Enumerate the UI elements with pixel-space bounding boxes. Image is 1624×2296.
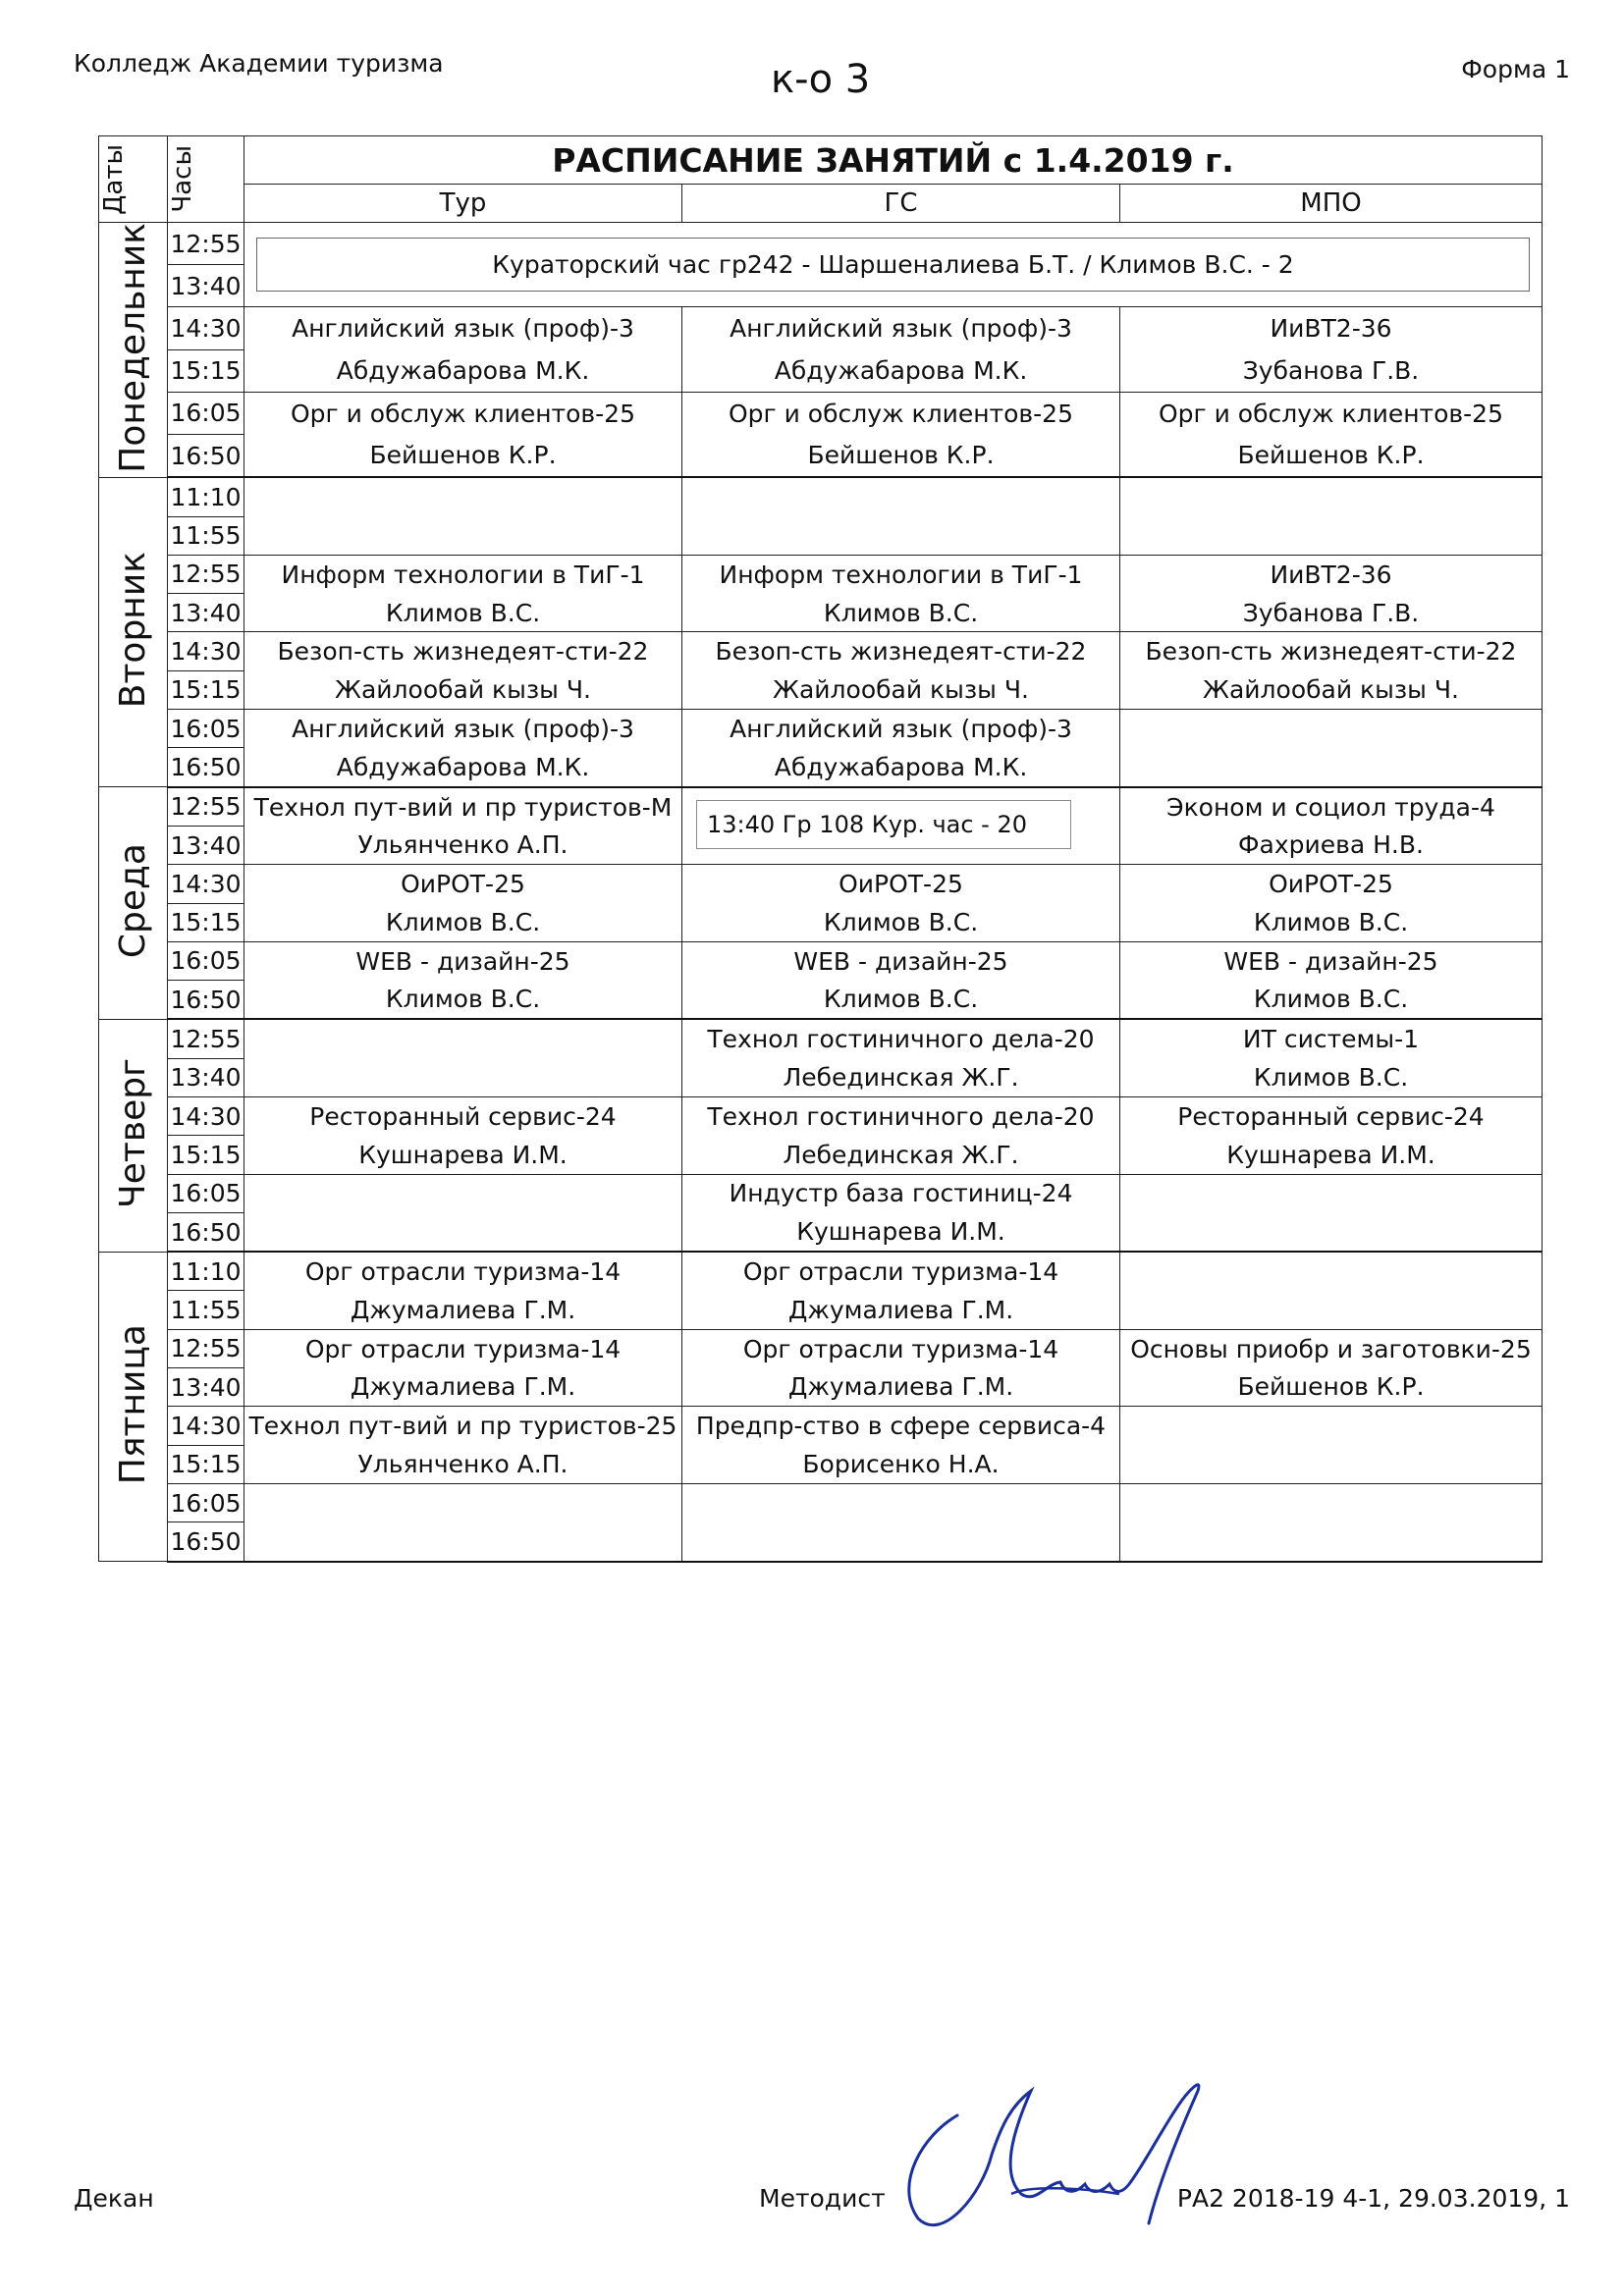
lesson-teacher: Климов В.С. — [1120, 903, 1543, 941]
lesson-subject: WEB - дизайн-25 — [682, 941, 1120, 980]
lesson-teacher: Климов В.С. — [244, 903, 682, 941]
lesson-subject: ИиВТ2-36 — [1120, 307, 1543, 349]
time-slot: 15:15 — [168, 903, 244, 941]
lesson-subject: Ресторанный сервис-24 — [1120, 1096, 1543, 1135]
lesson-subject: Орг отрасли туризма-14 — [244, 1329, 682, 1367]
lesson-teacher: Кушнарева И.М. — [244, 1136, 682, 1174]
time-slot: 16:05 — [168, 1174, 244, 1212]
lesson-subject: Технол пут-вий и пр туристов-М — [244, 787, 682, 827]
time-slot: 15:15 — [168, 670, 244, 709]
lesson-teacher: Климов В.С. — [1120, 1058, 1543, 1096]
time-slot: 12:55 — [168, 223, 244, 265]
day-label: Вторник — [99, 477, 168, 786]
time-slot: 16:05 — [168, 392, 244, 434]
lesson-teacher: Жайлообай кызы Ч. — [1120, 670, 1543, 709]
time-slot: 16:50 — [168, 748, 244, 787]
lesson-teacher — [244, 1058, 682, 1096]
lesson-subject — [244, 1483, 682, 1522]
lesson-subject — [1120, 477, 1543, 516]
curator-hour-note: Кураторский час гр242 - Шаршеналиева Б.Т. / Климов В.С. - 2 — [256, 238, 1530, 292]
time-slot: 13:40 — [168, 1058, 244, 1096]
lesson-subject: ОиРОТ-25 — [682, 865, 1120, 903]
lesson-subject — [682, 1483, 1120, 1522]
lesson-subject — [1120, 1252, 1543, 1291]
lesson-subject: Основы приобр и заготовки-25 — [1120, 1329, 1543, 1367]
lesson-subject: WEB - дизайн-25 — [244, 941, 682, 980]
methodist-label: Методист — [759, 2184, 886, 2213]
lesson-teacher — [1120, 1445, 1543, 1483]
lesson-teacher: Борисенко Н.А. — [682, 1445, 1120, 1483]
lesson-subject: Информ технологии в ТиГ-1 — [682, 555, 1120, 593]
lesson-teacher: Джумалиева Г.М. — [682, 1291, 1120, 1329]
document-code: к-о 3 — [771, 57, 871, 102]
lesson-subject — [1120, 710, 1543, 748]
form-number: Форма 1 — [1461, 55, 1570, 83]
lesson-subject — [244, 1019, 682, 1058]
time-slot: 16:05 — [168, 1483, 244, 1522]
time-slot: 13:40 — [168, 594, 244, 632]
lesson-subject: Эконом и социол труда-4 — [1120, 787, 1543, 827]
lesson-subject: ИТ системы-1 — [1120, 1019, 1543, 1058]
time-slot: 14:30 — [168, 632, 244, 670]
time-slot: 14:30 — [168, 1407, 244, 1445]
lesson-subject — [682, 477, 1120, 516]
dean-label: Декан — [74, 2184, 154, 2213]
group-header-mpo: МПО — [1120, 185, 1543, 223]
lesson-teacher: Абдужабарова М.К. — [682, 349, 1120, 392]
lesson-teacher — [682, 1522, 1120, 1562]
time-slot: 16:50 — [168, 434, 244, 477]
lesson-teacher: Жайлообай кызы Ч. — [682, 670, 1120, 709]
lesson-subject — [244, 477, 682, 516]
lesson-teacher: Лебединская Ж.Г. — [682, 1136, 1120, 1174]
merged-lesson-cell — [244, 223, 1543, 307]
lesson-teacher: Абдужабарова М.К. — [244, 349, 682, 392]
hours-column-header: Часы — [168, 136, 244, 223]
group-header-tur: Тур — [244, 185, 682, 223]
lesson-teacher — [1120, 516, 1543, 555]
college-name: Колледж Академии туризма — [74, 49, 444, 78]
lesson-teacher: Бейшенов К.Р. — [244, 434, 682, 477]
lesson-teacher: Бейшенов К.Р. — [682, 434, 1120, 477]
time-slot: 16:50 — [168, 1522, 244, 1562]
time-slot: 14:30 — [168, 307, 244, 349]
lesson-teacher: Абдужабарова М.К. — [244, 748, 682, 787]
time-slot: 15:15 — [168, 1136, 244, 1174]
lesson-teacher: Фахриева Н.В. — [1120, 826, 1543, 864]
lesson-teacher: Климов В.С. — [244, 594, 682, 632]
schedule-title: РАСПИСАНИЕ ЗАНЯТИЙ с 1.4.2019 г. — [244, 136, 1543, 185]
time-slot: 11:55 — [168, 516, 244, 555]
lesson-teacher: Климов В.С. — [1120, 981, 1543, 1020]
time-slot: 12:55 — [168, 1329, 244, 1367]
time-slot: 13:40 — [168, 265, 244, 307]
time-slot: 16:50 — [168, 1212, 244, 1252]
day-label: Среда — [99, 787, 168, 1020]
lesson-subject: Информ технологии в ТиГ-1 — [244, 555, 682, 593]
lesson-subject: ОиРОТ-25 — [1120, 865, 1543, 903]
lesson-teacher: Зубанова Г.В. — [1120, 349, 1543, 392]
lesson-teacher: Джумалиева Г.М. — [682, 1368, 1120, 1407]
lesson-subject: Безоп-сть жизнедеят-сти-22 — [244, 632, 682, 670]
lesson-teacher — [682, 516, 1120, 555]
lesson-teacher: Жайлообай кызы Ч. — [244, 670, 682, 709]
lesson-teacher: Кушнарева И.М. — [1120, 1136, 1543, 1174]
lesson-subject: Английский язык (проф)-3 — [244, 307, 682, 349]
time-slot: 12:55 — [168, 787, 244, 827]
lesson-subject: Индустр база гостиниц-24 — [682, 1174, 1120, 1212]
lesson-teacher: Бейшенов К.Р. — [1120, 1368, 1543, 1407]
time-slot: 11:10 — [168, 1252, 244, 1291]
lesson-teacher — [244, 1522, 682, 1562]
curator-hour-note: 13:40 Гр 108 Кур. час - 20 — [696, 800, 1071, 849]
lesson-subject: Английский язык (проф)-3 — [682, 307, 1120, 349]
lesson-subject: Предпр-ство в сфере сервиса-4 — [682, 1407, 1120, 1445]
lesson-subject — [244, 1174, 682, 1212]
lesson-teacher: Климов В.С. — [682, 981, 1120, 1020]
time-slot: 16:05 — [168, 941, 244, 980]
time-slot: 16:50 — [168, 981, 244, 1020]
lesson-subject: Безоп-сть жизнедеят-сти-22 — [682, 632, 1120, 670]
day-label: Понедельник — [99, 223, 168, 478]
lesson-teacher — [1120, 1522, 1543, 1562]
lesson-teacher: Абдужабарова М.К. — [682, 748, 1120, 787]
lesson-subject: ОиРОТ-25 — [244, 865, 682, 903]
time-slot: 12:55 — [168, 555, 244, 593]
lesson-teacher — [1120, 748, 1543, 787]
lesson-teacher: Джумалиева Г.М. — [244, 1368, 682, 1407]
time-slot: 14:30 — [168, 865, 244, 903]
lesson-subject: WEB - дизайн-25 — [1120, 941, 1543, 980]
day-label: Пятница — [99, 1252, 168, 1561]
lesson-teacher: Бейшенов К.Р. — [1120, 434, 1543, 477]
lesson-subject: Орг отрасли туризма-14 — [682, 1252, 1120, 1291]
lesson-subject: Орг отрасли туризма-14 — [244, 1252, 682, 1291]
lesson-subject: Безоп-сть жизнедеят-сти-22 — [1120, 632, 1543, 670]
lesson-subject — [1120, 1407, 1543, 1445]
lesson-teacher — [1120, 1212, 1543, 1252]
lesson-teacher: Зубанова Г.В. — [1120, 594, 1543, 632]
lesson-teacher: Джумалиева Г.М. — [244, 1291, 682, 1329]
lesson-subject: Технол пут-вий и пр туристов-25 — [244, 1407, 682, 1445]
lesson-subject: Орг и обслуж клиентов-25 — [682, 392, 1120, 434]
lesson-subject: ИиВТ2-36 — [1120, 555, 1543, 593]
lesson-teacher: Лебединская Ж.Г. — [682, 1058, 1120, 1096]
lesson-subject: Орг и обслуж клиентов-25 — [1120, 392, 1543, 434]
lesson-subject: Технол гостиничного дела-20 — [682, 1019, 1120, 1058]
time-slot: 14:30 — [168, 1096, 244, 1135]
time-slot: 16:05 — [168, 710, 244, 748]
time-slot: 12:55 — [168, 1019, 244, 1058]
group-header-gs: ГС — [682, 185, 1120, 223]
day-label: Четверг — [99, 1019, 168, 1252]
lesson-teacher: Климов В.С. — [682, 903, 1120, 941]
schedule-table — [98, 135, 1543, 1563]
lesson-teacher: Климов В.С. — [682, 594, 1120, 632]
time-slot: 11:55 — [168, 1291, 244, 1329]
methodist-signature — [864, 2047, 1237, 2243]
lesson-teacher — [244, 516, 682, 555]
lesson-cell — [682, 787, 1120, 865]
dates-column-header: Даты — [99, 136, 168, 223]
time-slot: 15:15 — [168, 349, 244, 392]
lesson-subject: Орг и обслуж клиентов-25 — [244, 392, 682, 434]
lesson-subject: Английский язык (проф)-3 — [244, 710, 682, 748]
lesson-subject: Ресторанный сервис-24 — [244, 1096, 682, 1135]
lesson-teacher — [1120, 1291, 1543, 1329]
lesson-subject: Орг отрасли туризма-14 — [682, 1329, 1120, 1367]
lesson-subject: Технол гостиничного дела-20 — [682, 1096, 1120, 1135]
lesson-teacher — [244, 1212, 682, 1252]
lesson-subject — [1120, 1483, 1543, 1522]
time-slot: 13:40 — [168, 1368, 244, 1407]
lesson-teacher: Климов В.С. — [244, 981, 682, 1020]
lesson-teacher: Кушнарева И.М. — [682, 1212, 1120, 1252]
lesson-teacher: Ульянченко А.П. — [244, 826, 682, 864]
lesson-subject — [1120, 1174, 1543, 1212]
lesson-teacher: Ульянченко А.П. — [244, 1445, 682, 1483]
time-slot: 11:10 — [168, 477, 244, 516]
document-reference: РА2 2018-19 4-1, 29.03.2019, 1 — [1176, 2184, 1570, 2213]
time-slot: 15:15 — [168, 1445, 244, 1483]
lesson-subject: Английский язык (проф)-3 — [682, 710, 1120, 748]
time-slot: 13:40 — [168, 826, 244, 864]
